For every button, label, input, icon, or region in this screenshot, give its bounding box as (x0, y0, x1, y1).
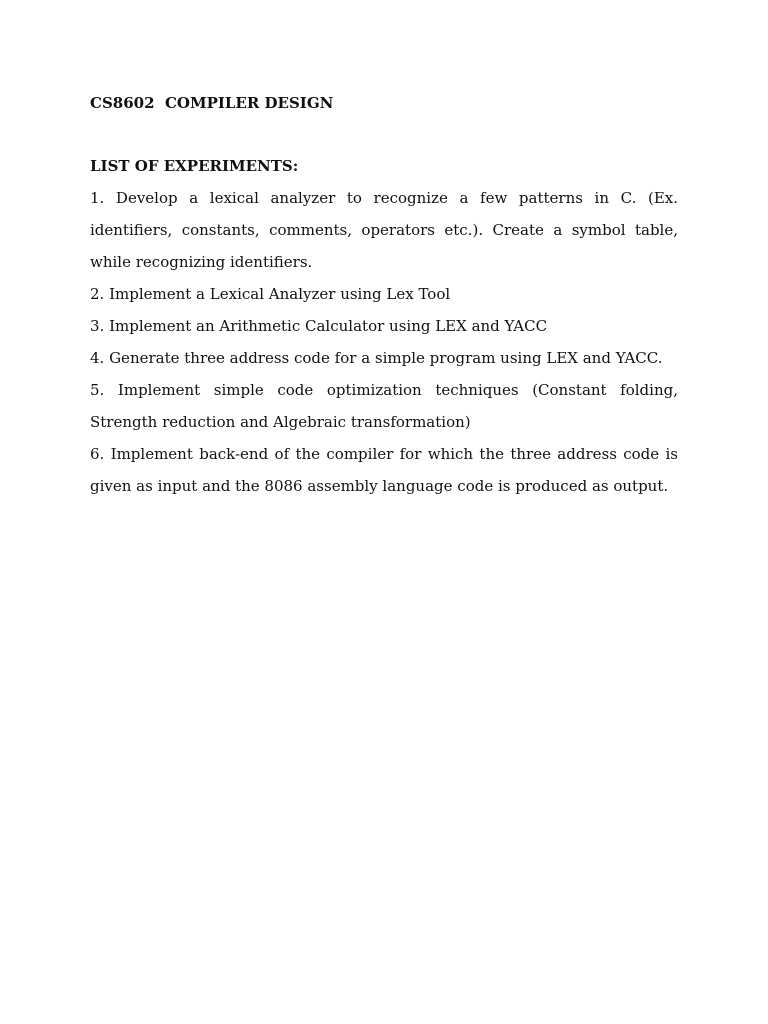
experiment-item-3: 3. Implement an Arithmetic Calculator using LEX and YACC (90, 317, 548, 335)
experiment-item-4: 4. Generate three address code for a simple program using LEX and YACC. (90, 349, 663, 367)
experiment-item-6: 6. Implement back-end of the compiler for which the three address code is given as input and the 8086 assembly language code is produced as output. (90, 445, 678, 495)
experiment-item-1: 1. Develop a lexical analyzer to recognize a few patterns in C. (Ex. identifiers, constants, comments, operators etc.). Create a symbol table, while recognizing identifiers. (90, 189, 678, 271)
experiment-item-2: 2. Implement a Lexical Analyzer using Lex Tool (90, 285, 451, 303)
experiment-list (90, 182, 678, 502)
course-title: CS8602 COMPILER DESIGN (90, 94, 334, 112)
section-heading: LIST OF EXPERIMENTS: (90, 157, 299, 175)
experiment-item-5: 5. Implement simple code optimization techniques (Constant folding, Strength reduction and Algebraic transformation) (90, 381, 678, 431)
